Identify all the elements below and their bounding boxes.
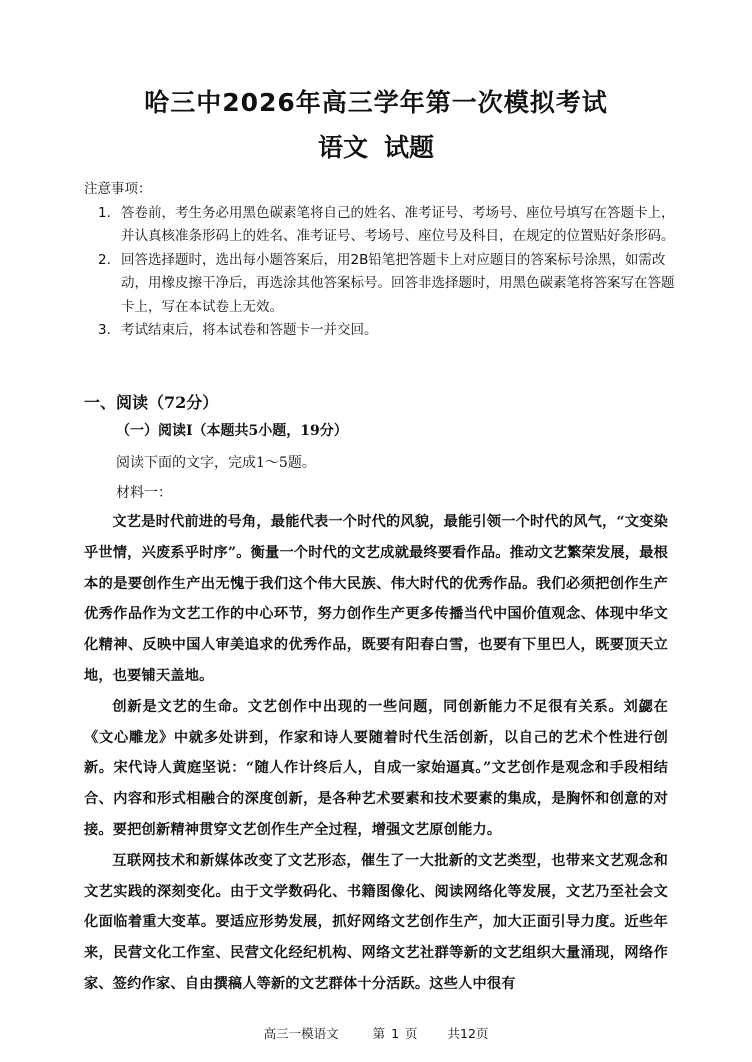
footer-page-number: 第 1 页	[372, 1026, 418, 1041]
exam-title: 哈三中2026年高三学年第一次模拟考试	[144, 88, 608, 117]
subsection-heading: （一）阅读Ⅰ（本题共5小题，19分）	[116, 423, 348, 439]
subject-name: 语文	[317, 133, 368, 162]
notice-item-number: 2.	[98, 251, 111, 268]
notice-item-number: 3.	[98, 322, 111, 338]
reading-passage	[84, 507, 668, 1000]
notice-item	[84, 249, 684, 320]
subject-suffix: 试题	[384, 133, 435, 162]
footer-doc-name: 高三一模语文	[263, 1026, 339, 1041]
passage-paragraph: 创新是文艺的生命。文艺创作中出现的一些问题，同创新能力不足很有关系。刘勰在《文心雕龙》中就多处讲到，作家和诗人要随着时代生活创新，以自己的艺术个性进行创新。宋代诗人黄庭坚说：“随人作计终后人，自成一家始逼真。”文艺创作是观念和手段相结合、内容和形式相融合的深度创新，是各种艺术要素和技术要素的集成，是胸怀和创意的对接。要把创新精神贯穿文艺创作生产全过程，增强文艺原创能力。	[84, 698, 668, 838]
subject-title	[0, 131, 752, 165]
notice-item	[84, 202, 684, 249]
page-footer	[0, 1025, 752, 1043]
notice-item-text: 答卷前，考生务必用黑色碳素笔将自己的姓名、准考证号、考场号、座位号填写在答题卡上，并认真核准条形码上的姓名、准考证号、考场号、座位号及科目，在规定的位置贴好条形码。	[121, 204, 675, 244]
footer-total-pages: 共12页	[447, 1026, 489, 1041]
notice-item	[84, 319, 684, 343]
section-heading: 一、阅读（72分）	[84, 393, 219, 412]
reading-instruction: 阅读下面的文字，完成1～5题。	[116, 455, 316, 471]
notice-heading: 注意事项：	[84, 181, 152, 197]
passage-paragraph: 文艺是时代前进的号角，最能代表一个时代的风貌，最能引领一个时代的风气，“文变染乎世情，兴废系乎时序”。衡量一个时代的文艺成就最终要看作品。推动文艺繁荣发展，最根本的是要创作生产出无愧于我们这个伟大民族、伟大时代的优秀作品。我们必须把创作生产优秀作品作为文艺工作的中心环节，努力创作生产更多传播当代中国价值观念、体现中华文化精神、反映中国人审美追求的优秀作品，既要有阳春白雪，也要有下里巴人，既要顶天立地，也要铺天盖地。	[84, 514, 668, 684]
notice-block	[84, 178, 684, 343]
material-label: 材料一：	[116, 485, 172, 501]
notice-item-text: 回答选择题时，选出每小题答案后，用2B铅笔把答题卡上对应题目的答案标号涂黑，如需改动，用橡皮擦干净后，再选涂其他答案标号。回答非选择题时，用黑色碳素笔将答案写在答题卡上，写在本试卷上无效。	[121, 251, 675, 315]
notice-item-number: 1.	[98, 204, 111, 221]
notice-item-text: 考试结束后，将本试卷和答题卡一并交回。	[121, 322, 378, 338]
passage-paragraph: 互联网技术和新媒体改变了文艺形态，催生了一大批新的文艺类型，也带来文艺观念和文艺实践的深刻变化。由于文学数码化、书籍图像化、阅读网络化等发展，文艺乃至社会文化面临着重大变革。要适应形势发展，抓好网络文艺创作生产，加大正面引导力度。近些年来，民营文化工作室、民营文化经纪机构、网络文艺社群等新的文艺组织大量涌现，网络作家、签约作家、自由撰稿人等新的文艺群体十分活跃。这些人中很有	[84, 852, 668, 992]
notice-list	[84, 202, 684, 343]
